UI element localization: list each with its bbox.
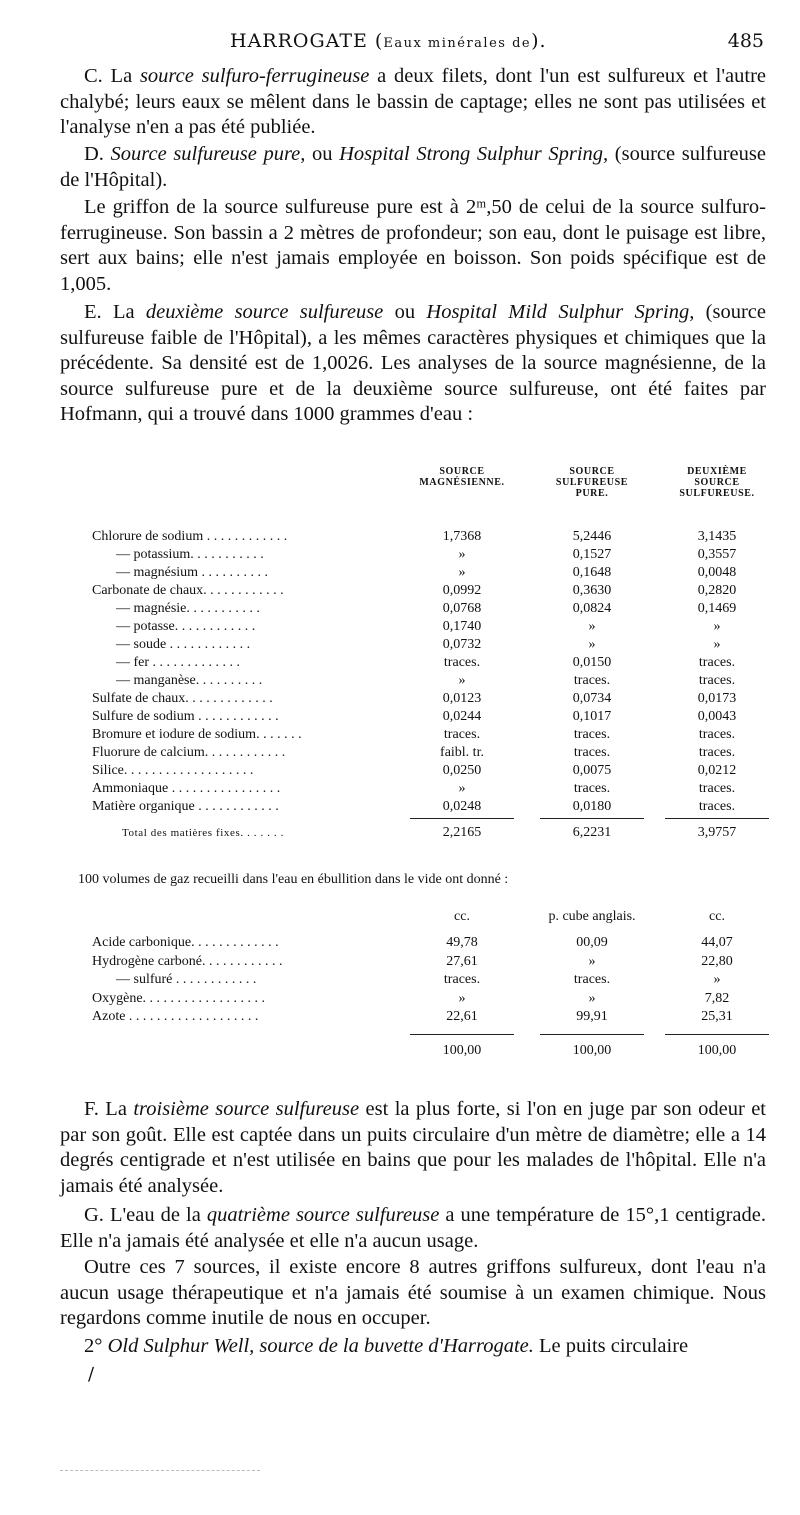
italic-text: deuxième source sulfureuse xyxy=(145,301,384,323)
row-value: 0,3630 xyxy=(572,583,612,598)
row-value: 0,1648 xyxy=(572,565,612,580)
header-line: DEUXIÈME xyxy=(687,466,747,477)
column-header-2 xyxy=(532,466,652,499)
row-label: Bromure et iodure de sodium. . . . . . . xyxy=(92,727,302,742)
row-value: 0,1740 xyxy=(442,619,482,634)
unit-label: cc. xyxy=(454,909,470,924)
header-line: SOURCE xyxy=(569,466,615,477)
sum-rule xyxy=(410,1034,514,1035)
total-value: 2,2165 xyxy=(442,825,482,840)
row-value: 0,2820 xyxy=(697,583,737,598)
column-header-1 xyxy=(402,466,522,488)
row-value: traces. xyxy=(573,673,611,688)
row-label: — magnésium . . . . . . . . . . xyxy=(116,565,269,580)
bottom-bleed-line xyxy=(60,1470,260,1471)
italic-text: quatrième source sulfureuse xyxy=(206,1204,440,1226)
paragraph-d-description: Le griffon de la source sulfureuse pure est à 2ᵐ,50 de celui de la source sulfuro-ferrugineuse. Son bassin a 2 mètres de profondeur; son eau, dont le puisage est libre, sert aux bains; elle n'est jamais employée en boisson. Son poids spécifique est de 1,005. xyxy=(60,196,766,295)
row-value: 0,0250 xyxy=(442,763,482,778)
row-value: 0,0734 xyxy=(572,691,612,706)
row-value: 3,1435 xyxy=(697,529,737,544)
row-value: 0,1527 xyxy=(572,547,612,562)
gas-note: 100 volumes de gaz recueilli dans l'eau en ébullition dans le vide ont donné : xyxy=(78,872,509,887)
row-value: traces. xyxy=(573,727,611,742)
row-label: Ammoniaque . . . . . . . . . . . . . . . . xyxy=(92,781,281,796)
table-row xyxy=(92,971,732,989)
header-line: SULFUREUSE xyxy=(555,477,629,488)
text: (source sulfureuse faible de l'Hôpital), a les mêmes caractères physiques et chimiques que la précédente. Sa densité est de 1,0026. Les analyses de la source magnésienne, de la source sulfureuse pure et de la deuxième source sulfureuse, ont été faites par Hofmann, qui a trouvé dans 1000 grammes d'eau : xyxy=(60,301,766,425)
analysis-table xyxy=(92,460,755,840)
row-value: 0,0180 xyxy=(572,799,612,814)
table-row xyxy=(92,744,736,762)
row-value: 0,0123 xyxy=(442,691,482,706)
running-title xyxy=(230,30,547,52)
column-header-3 xyxy=(657,466,777,499)
table-row xyxy=(92,1008,732,1026)
table-row xyxy=(92,708,737,726)
text: G. L'eau de la xyxy=(84,1204,207,1226)
header-line: SOURCE xyxy=(439,466,485,477)
table-row xyxy=(92,990,732,1008)
total-value: 100,00 xyxy=(442,1043,482,1058)
total-value: 100,00 xyxy=(572,1043,612,1058)
row-value: 0,0212 xyxy=(697,763,737,778)
row-value: 1,7368 xyxy=(442,529,482,544)
table-row xyxy=(92,672,736,690)
row-value: 0,0992 xyxy=(442,583,482,598)
units-row xyxy=(92,908,732,926)
row-value: » xyxy=(713,637,721,652)
row-value: traces. xyxy=(443,972,481,987)
table-row xyxy=(92,780,736,798)
row-value: 0,0173 xyxy=(697,691,737,706)
paragraph-e xyxy=(60,300,766,428)
row-label: — manganèse. . . . . . . . . . xyxy=(116,673,263,688)
table-row xyxy=(92,762,737,780)
text: C. La xyxy=(84,65,140,87)
row-value: faibl. tr. xyxy=(440,745,484,760)
row-value: traces. xyxy=(573,745,611,760)
row-value: 00,09 xyxy=(576,935,608,950)
row-value: 0,0244 xyxy=(442,709,482,724)
paragraph-g xyxy=(60,1203,766,1254)
row-value: 0,0043 xyxy=(697,709,737,724)
row-value: traces. xyxy=(573,972,611,987)
row-value: 22,61 xyxy=(446,1009,478,1024)
unit-label: cc. xyxy=(709,909,725,924)
row-value: » xyxy=(588,990,596,1006)
page-number: 485 xyxy=(727,30,764,52)
ink-mark: ∕ xyxy=(88,1364,95,1385)
row-value: 0,3557 xyxy=(697,547,737,562)
row-value: » xyxy=(458,673,466,688)
table-row xyxy=(92,636,732,654)
row-value: 0,0824 xyxy=(572,601,612,616)
sum-rule xyxy=(665,818,769,819)
title-end: ). xyxy=(531,30,547,52)
row-value: traces. xyxy=(698,727,736,742)
gas-table xyxy=(92,908,737,1068)
row-value: » xyxy=(713,972,721,987)
table-row xyxy=(92,953,732,971)
row-label: — soude . . . . . . . . . . . . xyxy=(116,637,251,652)
total-value: 3,9757 xyxy=(697,825,737,840)
row-value: » xyxy=(588,619,596,634)
row-value: traces. xyxy=(443,727,481,742)
row-value: » xyxy=(458,781,466,796)
text: E. La xyxy=(84,301,146,323)
total-value: 6,2231 xyxy=(572,825,612,840)
italic-text: source sulfuro-ferrugineuse xyxy=(139,65,370,87)
row-value: 5,2446 xyxy=(572,529,612,544)
row-label: Sulfate de chaux. . . . . . . . . . . . . xyxy=(92,691,273,706)
header-line: SULFUREUSE. xyxy=(679,488,755,499)
row-value: 0,1017 xyxy=(572,709,612,724)
row-value: 0,0732 xyxy=(442,637,482,652)
sum-rule xyxy=(665,1034,769,1035)
header-line: SOURCE xyxy=(694,477,740,488)
sum-rule xyxy=(540,1034,644,1035)
text: a une température de 15°,1 centigrade. Elle n'a jamais été analysée et elle n'a aucun usage. xyxy=(60,1204,766,1252)
row-value: 25,31 xyxy=(701,1009,733,1024)
italic-text: Old Sulphur Well, source de la buvette d'Harrogate. xyxy=(107,1335,534,1357)
italic-text: troisième source sulfureuse xyxy=(133,1098,360,1120)
total-row xyxy=(92,824,737,842)
paragraph-c xyxy=(60,64,766,141)
row-value: » xyxy=(588,953,596,969)
row-value: traces. xyxy=(698,781,736,796)
row-label: Acide carbonique. . . . . . . . . . . . . xyxy=(92,935,279,950)
table-row xyxy=(92,934,732,952)
row-label: — potasse. . . . . . . . . . . . xyxy=(116,619,256,634)
header-line: PURE. xyxy=(575,488,609,499)
table-row xyxy=(92,582,737,600)
row-value: traces. xyxy=(698,745,736,760)
table-row xyxy=(92,618,732,636)
row-value: » xyxy=(588,637,596,652)
row-value: 49,78 xyxy=(446,935,478,950)
row-value: » xyxy=(713,619,721,634)
row-value: » xyxy=(458,565,466,580)
row-value: 0,0048 xyxy=(697,565,737,580)
total-value: 100,00 xyxy=(697,1043,737,1058)
row-label: — fer . . . . . . . . . . . . . xyxy=(116,655,241,670)
row-value: » xyxy=(458,547,466,562)
row-label: — potassium. . . . . . . . . . . xyxy=(116,547,264,562)
row-label: Oxygène. . . . . . . . . . . . . . . . . . xyxy=(92,990,266,1006)
row-value: traces. xyxy=(698,655,736,670)
paragraph-old-sulphur-well xyxy=(60,1334,766,1360)
unit-label: p. cube anglais. xyxy=(548,909,636,924)
row-value: 7,82 xyxy=(704,990,730,1006)
row-value: 0,0768 xyxy=(442,601,482,616)
table-row xyxy=(92,654,736,672)
paragraph-other-sources: Outre ces 7 sources, il existe encore 8 autres griffons sulfureux, dont l'eau n'a aucun usage thérapeutique et n'a jamais été soumise à un examen chimique. Nous regardons comme inutile de nous en occuper. xyxy=(60,1256,766,1329)
row-value: traces. xyxy=(698,799,736,814)
title-main: HARROGATE ( xyxy=(230,30,384,52)
row-label: — sulfuré . . . . . . . . . . . . xyxy=(116,972,257,987)
header-line: MAGNÉSIENNE. xyxy=(419,477,505,488)
row-label: Azote . . . . . . . . . . . . . . . . . . . xyxy=(92,1009,259,1024)
row-label: Chlorure de sodium . . . . . . . . . . . . xyxy=(92,529,288,544)
text: ou xyxy=(305,143,340,165)
row-value: 27,61 xyxy=(446,953,478,969)
text: ou xyxy=(383,301,427,323)
running-header xyxy=(60,30,764,58)
table-row xyxy=(92,600,737,618)
sum-rule xyxy=(410,818,514,819)
italic-text: Hospital Mild Sulphur Spring, xyxy=(426,301,695,323)
row-label: Matière organique . . . . . . . . . . . . xyxy=(92,799,279,814)
italic-text: Source sulfureuse pure, xyxy=(110,143,306,165)
row-value: 0,1469 xyxy=(697,601,737,616)
gas-total-row xyxy=(92,1042,737,1060)
row-value: 99,91 xyxy=(576,1009,608,1024)
paragraph-d xyxy=(60,142,766,193)
row-value: 0,0248 xyxy=(442,799,482,814)
text: Le puits circulaire xyxy=(533,1335,689,1357)
sum-rule xyxy=(540,818,644,819)
text: (source sulfureuse de l'Hôpital). xyxy=(60,143,766,191)
row-label: Sulfure de sodium . . . . . . . . . . . . xyxy=(92,709,279,724)
table-row xyxy=(92,798,736,816)
text: a deux filets, dont l'un est sulfureux et l'autre chalybé; leurs eaux se mêlent dans le bassin de captage; elles ne sont pas utilisées et l'analyse n'en a pas été publiée. xyxy=(60,65,767,138)
table-row xyxy=(92,528,737,546)
row-value: traces. xyxy=(573,781,611,796)
row-value: 44,07 xyxy=(701,935,733,950)
text: D. xyxy=(84,143,111,165)
row-value: 0,0150 xyxy=(572,655,612,670)
text: est la plus forte, si l'on en juge par son odeur et par son goût. Elle est captée dans un puits circulaire d'un mètre de diamètre; elle a 14 degrés centigrade et n'est utilisée en bains que pour les malades de l'hôpital. Elle n'a jamais été analysée. xyxy=(60,1098,766,1197)
table-row xyxy=(92,564,737,582)
title-small-caps: Eaux minérales de xyxy=(383,36,532,51)
row-label: — magnésie. . . . . . . . . . . xyxy=(116,601,260,616)
row-label: Fluorure de calcium. . . . . . . . . . . . xyxy=(92,745,286,760)
row-value: traces. xyxy=(443,655,481,670)
row-value: 22,80 xyxy=(701,953,733,969)
paragraph-f xyxy=(60,1097,766,1199)
table-row xyxy=(92,546,737,564)
italic-text: Hospital Strong Sulphur Spring, xyxy=(339,143,609,165)
row-value: » xyxy=(458,990,466,1006)
text: F. La xyxy=(84,1098,134,1120)
row-label: Carbonate de chaux. . . . . . . . . . . . xyxy=(92,583,284,598)
table-row xyxy=(92,726,736,744)
row-label: Silice. . . . . . . . . . . . . . . . . . . xyxy=(92,763,254,778)
row-label: Hydrogène carboné. . . . . . . . . . . . xyxy=(92,953,283,969)
text: 2° xyxy=(84,1335,108,1357)
table-row xyxy=(92,690,737,708)
row-value: traces. xyxy=(698,673,736,688)
total-label: Total des matières fixes. . . . . . . xyxy=(122,827,284,839)
row-value: 0,0075 xyxy=(572,763,612,778)
